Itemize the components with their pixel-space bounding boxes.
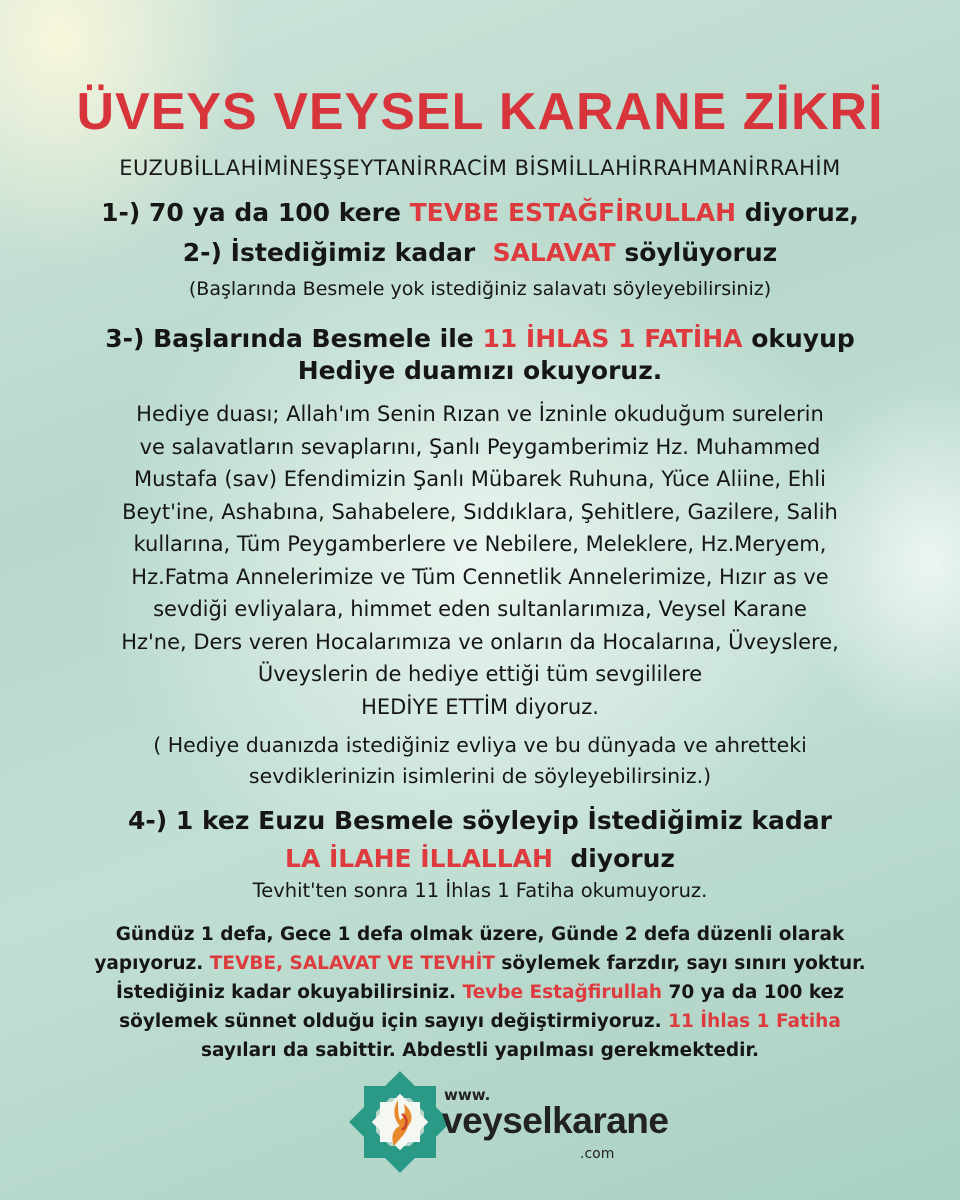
- step-4-highlight: LA İLAHE İLLALLAH: [285, 844, 553, 873]
- site-logo[interactable]: [348, 1070, 669, 1190]
- rules-text: Gündüz 1 defa, Gece 1 defa olmak üzere, Günde 2 defa düzenli olarak yapıyoruz.: [94, 924, 845, 974]
- rules-text: 70 ya da 100 kez söylemek sünnet olduğu için sayıyı değiştirmiyoruz.: [119, 982, 844, 1032]
- prayer-note-line: ( Hediye duanızda istediğiniz evliya ve bu dünyada ve ahretteki: [153, 733, 807, 757]
- logo-tld: .com: [580, 1146, 615, 1162]
- step-2-note: (Başlarında Besmele yok istediğiniz salavatı söyleyebilirsiniz): [188, 278, 772, 300]
- step-4-line-2: [0, 840, 960, 878]
- prayer-line: sevdiği evliyalara, himmet eden sultanlarımıza, Veysel Karane: [153, 597, 807, 621]
- prayer-line: Hediye duası; Allah'ım Senin Rızan ve İzninle okuduğum surelerin: [136, 402, 824, 426]
- rules-highlight: 11 İhlas 1 Fatiha: [668, 1011, 841, 1032]
- rules-highlight: TEVBE, SALAVAT VE TEVHİT: [209, 953, 495, 974]
- step-2: [0, 234, 960, 272]
- step-1: [0, 194, 960, 232]
- logo-www: www.: [444, 1086, 491, 1104]
- gift-prayer: [70, 398, 890, 723]
- star-emblem-icon: [348, 1070, 452, 1174]
- step-1-suffix: diyoruz,: [736, 198, 859, 227]
- step-1-text: 1-) 70 ya da 100 kere: [101, 198, 410, 227]
- rules-highlight: Tevbe Estağfirullah: [462, 982, 663, 1003]
- step-2-highlight: SALAVAT: [492, 238, 616, 267]
- step-4: 4-) 1 kez Euzu Besmele söyleyip İstediğimiz kadar: [127, 806, 833, 835]
- prayer-line: Beyt'ine, Ashabına, Sahabelere, Sıddıklara, Şehitlere, Gazilere, Salih: [122, 499, 838, 524]
- invocation: EUZUBİLLAHİMİNEŞŞEYTANİRRACİM BİSMİLLAHİRRAHMANİRRAHİM: [119, 156, 841, 180]
- prayer-note: [0, 730, 960, 792]
- step-3-text: 3-) Başlarında Besmele ile: [105, 324, 483, 353]
- prayer-line: kullarına, Tüm Peygamberlere ve Nebilere, Meleklere, Hz.Meryem,: [133, 532, 827, 556]
- prayer-line: ve salavatların sevaplarını, Şanlı Peygamberimiz Hz. Muhammed: [139, 434, 821, 459]
- step-1-highlight: TEVBE ESTAĞFİRULLAH: [409, 198, 737, 227]
- prayer-line: Mustafa (sav) Efendimizin Şanlı Mübarek Ruhuna, Yüce Aliine, Ehli: [134, 467, 826, 491]
- step-2-text: 2-) İstediğimiz kadar: [182, 238, 493, 267]
- page-title: ÜVEYS VEYSEL KARANE ZİKRİ: [76, 83, 884, 141]
- step-2-suffix: söylüyoruz: [615, 238, 778, 267]
- rules-paragraph: [80, 920, 880, 1065]
- step-3-highlight: 11 İHLAS 1 FATİHA: [482, 324, 743, 353]
- prayer-line: Hz.Fatma Annelerimize ve Tüm Cennetlik Annelerimize, Hızır as ve: [131, 564, 829, 589]
- step-4-suffix: diyoruz: [552, 844, 675, 873]
- prayer-line: Hz'ne, Ders veren Hocalarımıza ve onların da Hocalarına, Üveyslere,: [121, 629, 839, 654]
- step-3-suffix: okuyup: [742, 324, 855, 353]
- logo-name: veyselkarane: [442, 1100, 669, 1141]
- step-4-note: Tevhit'ten sonra 11 İhlas 1 Fatiha okumuyoruz.: [252, 879, 708, 902]
- step-3-line-2: Hediye duamızı okuyoruz.: [297, 356, 663, 385]
- prayer-note-line: sevdiklerinizin isimlerini de söyleyebilirsiniz.): [248, 764, 712, 788]
- rules-text: sayıları da sabittir. Abdestli yapılması gerekmektedir.: [200, 1040, 760, 1061]
- rules-text: söylemek farzdır, sayı sınırı yoktur. İstediğiniz kadar okuyabilirsiniz.: [116, 953, 866, 1003]
- prayer-line: Üveyslerin de hediye ettiği tüm sevgililere: [257, 662, 703, 686]
- prayer-line: HEDİYE ETTİM diyoruz.: [361, 694, 599, 719]
